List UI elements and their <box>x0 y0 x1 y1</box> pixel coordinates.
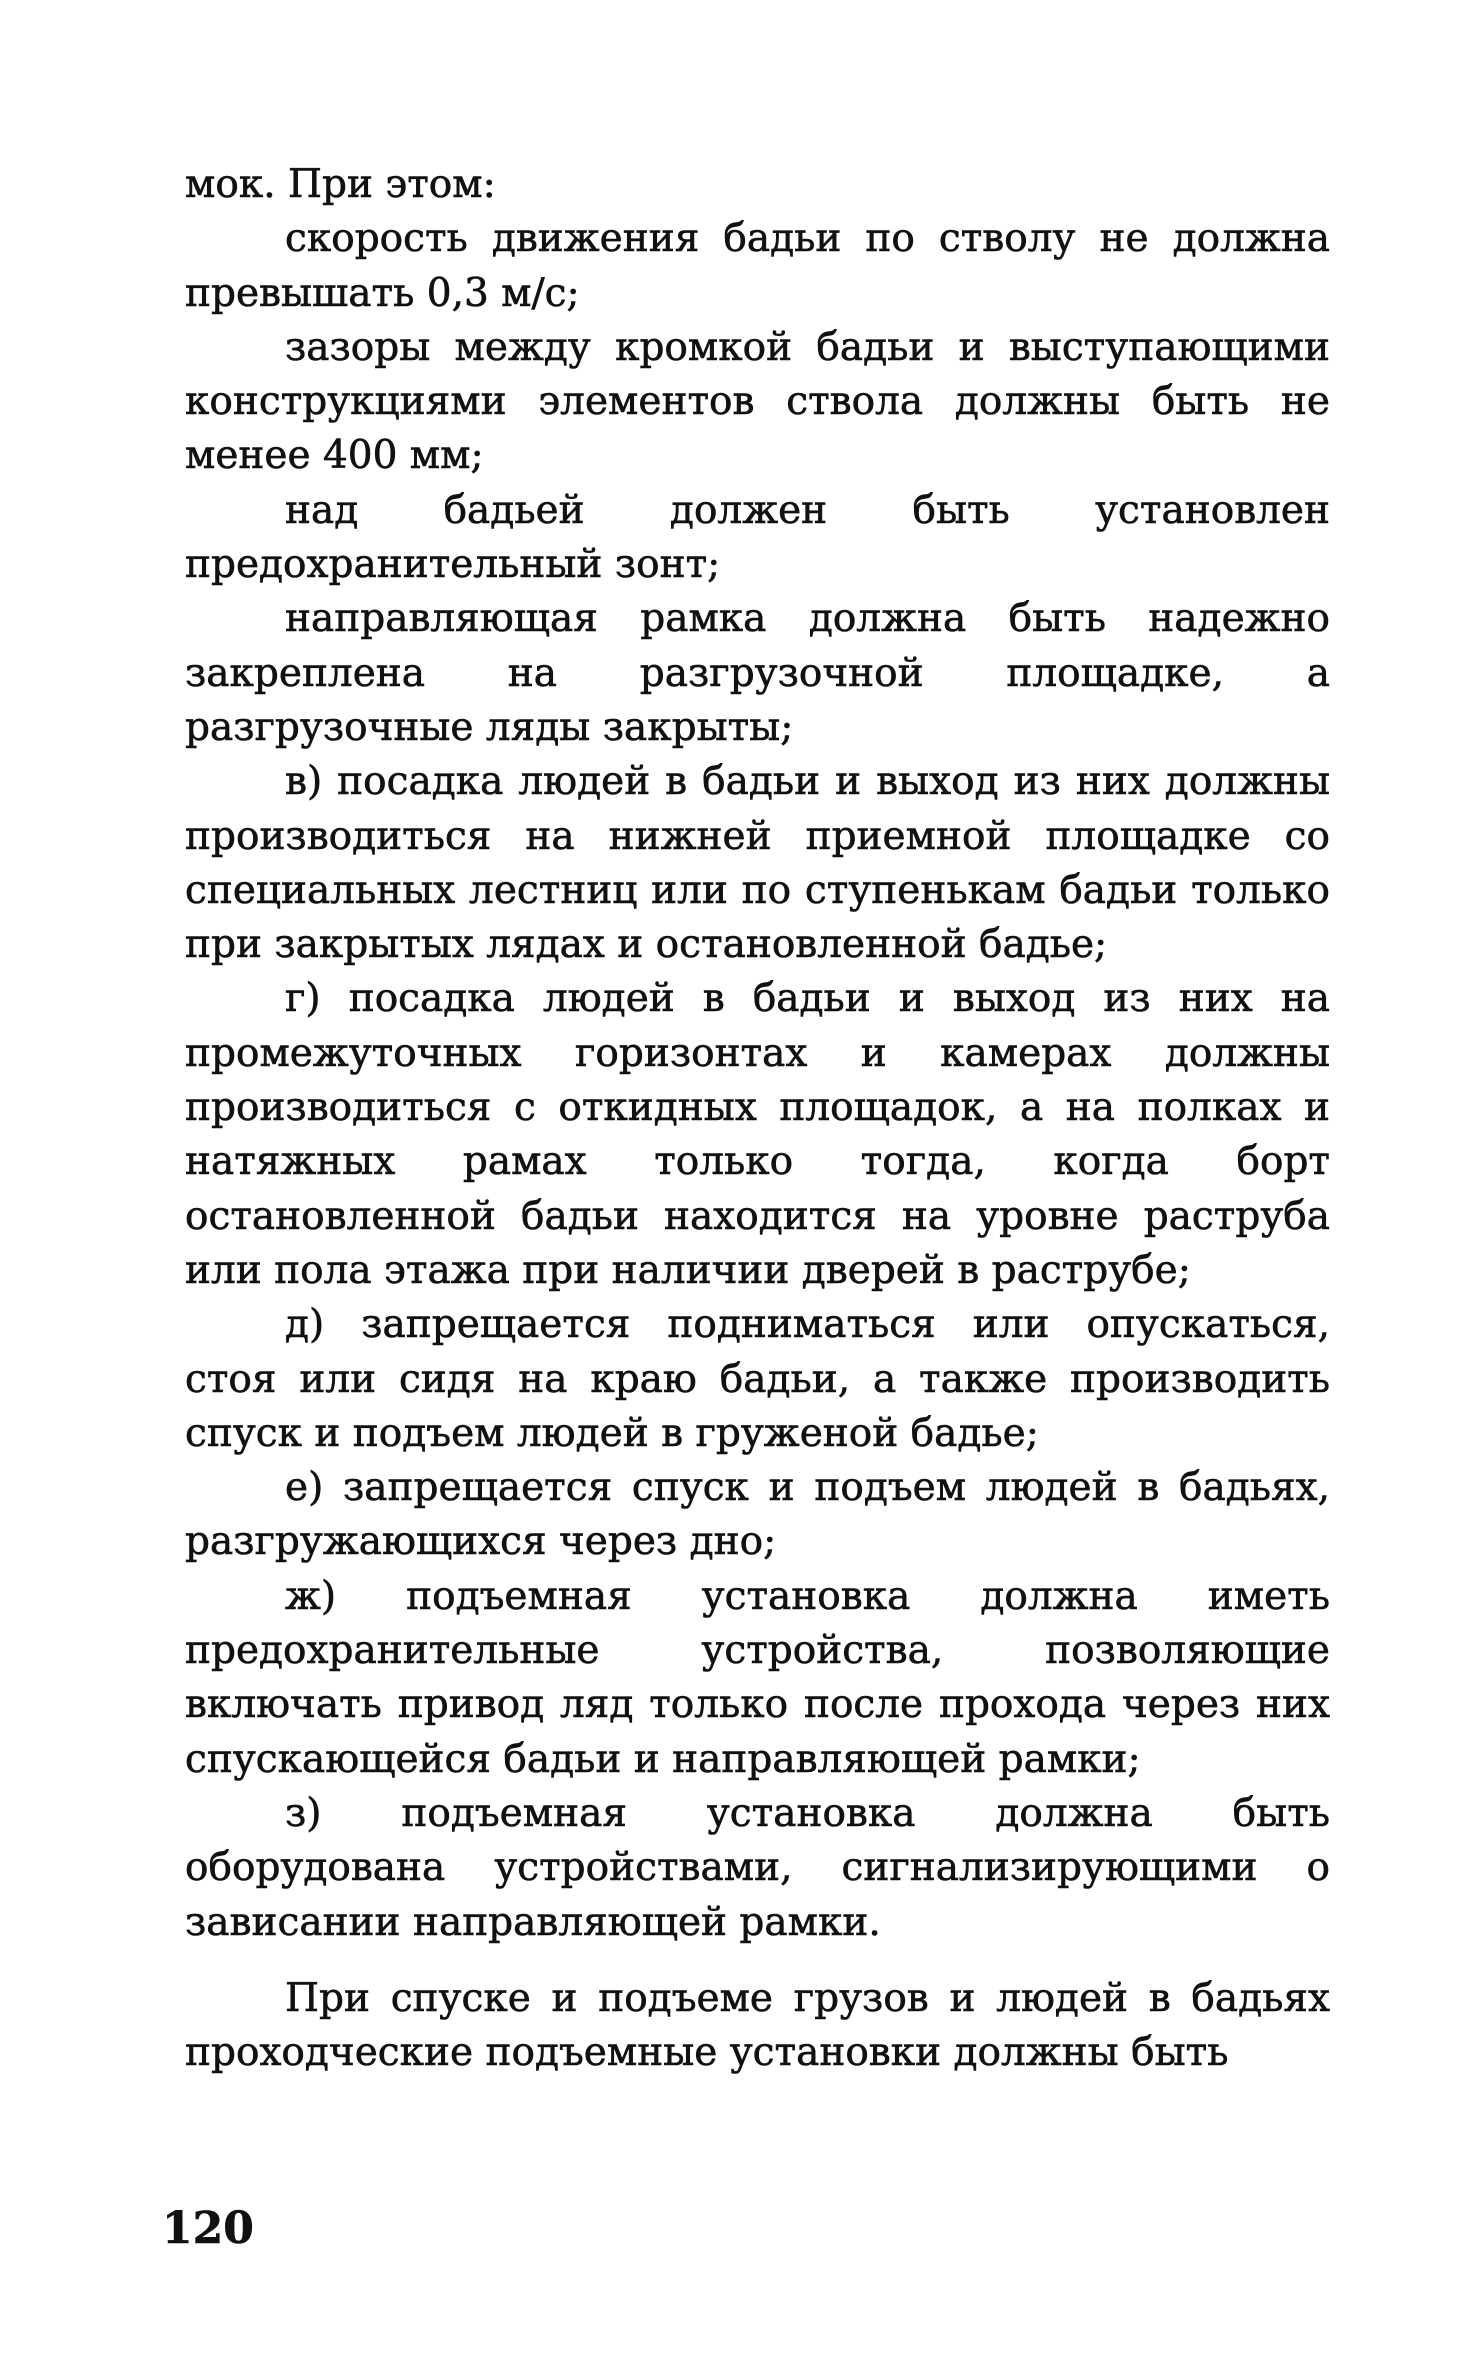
paragraph: г) посадка людей в бадьи и выход из них на промежуточных горизонтах и камерах должны производиться с откидных площадок, а на полках и натяжных рамах только тогда, когда борт остановленной бадьи находится на уровне раструба или пола этажа при наличии дверей в раструбе; <box>185 976 1330 1293</box>
paragraph: е) запрещается спуск и подъем людей в бадьях, разгружающихся через дно; <box>185 1465 1330 1565</box>
paragraph: направляющая рамка должна быть надежно закреплена на разгрузочной площадке, а разгрузочные ляды закрыты; <box>185 596 1330 750</box>
paragraph: мок. При этом: <box>185 162 496 207</box>
page-number: 120 <box>162 2203 254 2254</box>
paragraph: При спуске и подъеме грузов и людей в бадьях проходческие подъемные установки должны быть <box>185 1975 1330 2076</box>
paragraph: скорость движения бадьи по стволу не должна превышать 0,3 м/с; <box>185 216 1330 316</box>
paragraph: д) запрещается подниматься или опускаться, стоя или сидя на краю бадьи, а также производить спуск и подъем людей в груженой бадье; <box>185 1302 1330 1456</box>
paragraph: зазоры между кромкой бадьи и выступающими конструкциями элементов ствола должны быть не менее 400 мм; <box>185 324 1330 479</box>
body-text <box>185 158 1330 2080</box>
paragraph: з) подъемная установка должна быть оборудована устройствами, сигнализирующими о зависании направляющей рамки. <box>185 1790 1330 1945</box>
paragraph: ж) подъемная установка должна иметь предохранительные устройства, позволяющие включать привод ляд только после прохода через них спускающейся бадьи и направляющей рамки; <box>185 1573 1330 1782</box>
paragraph: над бадьей должен быть установлен предохранительный зонт; <box>185 487 1330 588</box>
paragraph: в) посадка людей в бадьи и выход из них должны производиться на нижней приемной площадке со специальных лестниц или по ступенькам бадьи только при закрытых лядах и остановленной бадье; <box>185 759 1330 968</box>
